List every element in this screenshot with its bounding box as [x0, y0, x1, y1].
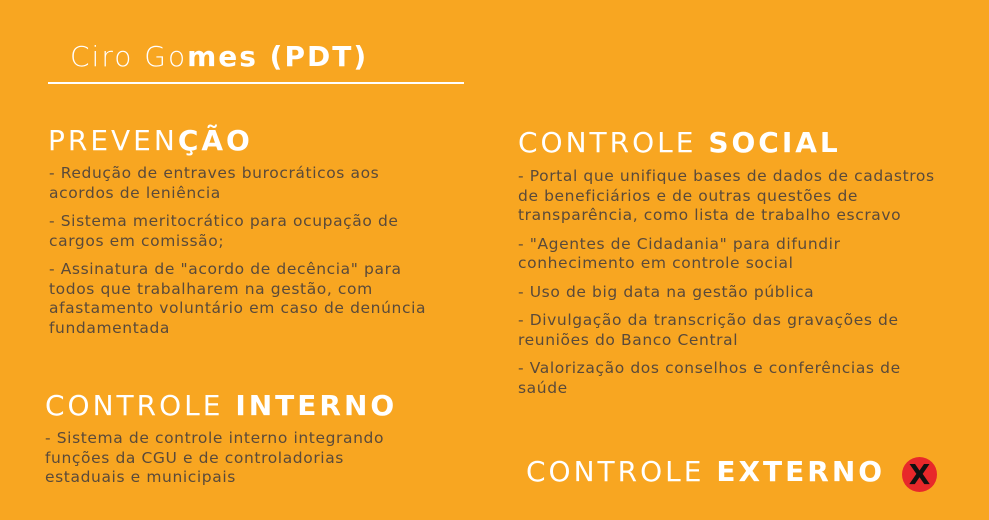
- controle-social-heading-light: CONTROLE: [518, 126, 709, 159]
- controle-social-list: [518, 167, 938, 407]
- title-part-light: Ciro Go: [70, 40, 188, 73]
- controle-externo-heading-light: CONTROLE: [526, 455, 717, 488]
- controle-social-heading: [518, 126, 841, 159]
- page-title: [70, 40, 368, 73]
- title-part-bold: mes (PDT): [187, 40, 369, 73]
- x-mark-label: X: [908, 457, 931, 491]
- prevencao-list: [49, 164, 444, 347]
- list-item: - Sistema meritocrático para ocupação de cargos em comissão;: [49, 212, 399, 250]
- list-item: - Portal que unifique bases de dados de cadastros de beneficiários e de outras questões de transparência, como lista de trabalho escravo: [518, 167, 935, 224]
- list-item: - "Agentes de Cidadania" para difundir conhecimento em controle social: [518, 234, 841, 272]
- list-item: - Valorização dos conselhos e conferências de saúde: [518, 359, 901, 397]
- prevencao-heading: [48, 124, 253, 157]
- x-mark-icon: [902, 457, 937, 492]
- controle-interno-list: [45, 429, 425, 497]
- prevencao-heading-light: PREVEN: [48, 124, 178, 157]
- list-item: - Uso de big data na gestão pública: [518, 282, 815, 301]
- list-item: - Sistema de controle interno integrando funções da CGU e de controladorias estaduais e municipais: [45, 429, 385, 486]
- prevencao-heading-bold: ÇÃO: [177, 124, 253, 157]
- list-item: - Assinatura de "acordo de decência" para todos que trabalharem na gestão, com afastamento voluntário em caso de denúncia fundamentada: [49, 260, 427, 337]
- controle-interno-heading: [45, 389, 397, 422]
- controle-interno-heading-light: CONTROLE: [45, 389, 236, 422]
- title-underline: [48, 82, 464, 84]
- list-item: - Divulgação da transcrição das gravações de reuniões do Banco Central: [518, 311, 899, 349]
- controle-externo-heading: [526, 455, 885, 488]
- controle-social-heading-bold: SOCIAL: [708, 126, 841, 159]
- list-item: - Redução de entraves burocráticos aos acordos de leniência: [49, 164, 380, 202]
- controle-interno-heading-bold: INTERNO: [235, 389, 398, 422]
- controle-externo-heading-bold: EXTERNO: [716, 455, 886, 488]
